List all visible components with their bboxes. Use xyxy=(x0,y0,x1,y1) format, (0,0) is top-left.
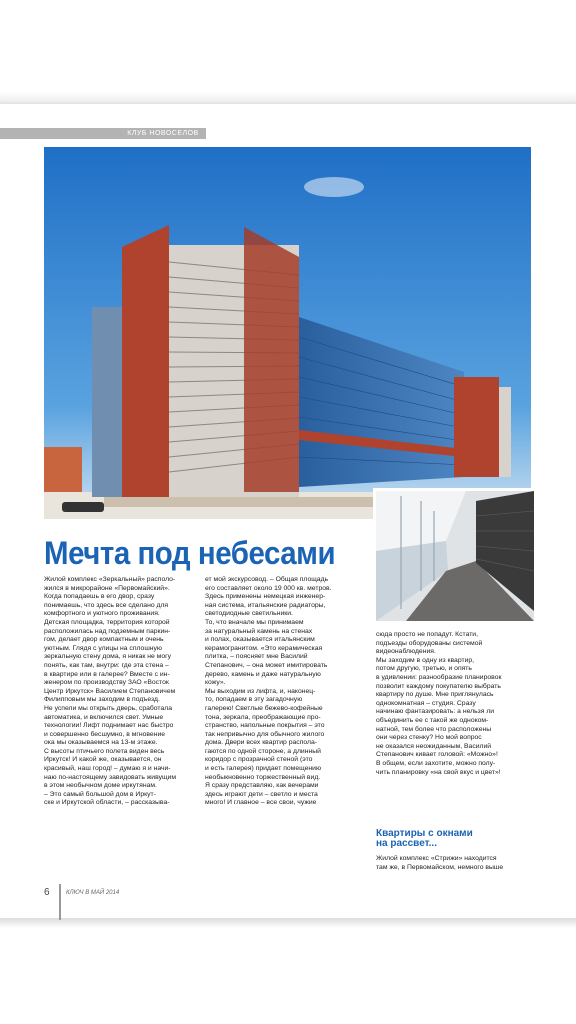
rubric-label: КЛУБ НОВОСЕЛОВ xyxy=(127,130,199,137)
column-3b-text: Жилой комплекс «Стрижи» находится там же, в Первомайском, немного выше xyxy=(376,855,504,871)
page-shadow-bottom xyxy=(0,918,576,928)
magazine-issue: КЛЮЧ В МАЙ 2014 xyxy=(66,890,120,896)
column-1-text: Жилой комплекс «Зеркальный» располо- жился в микрорайоне «Первомайский». Когда попадаешь в его двор, сразу понимаешь, что здесь все сделано для комфортного и уютного проживания. Детская площадка, территория которой расположилась над подземным паркин- гом, делает двор компактным и очень уютным. Глядя с улицы на сплошную зеркальную стену дома, я никак не могу понять, как там, внутри: где эта стена – в квартире или в галерее? Вместе с ин- женером по производству ЗАО «Восток Центр Иркутск» Василием Степановичем Филипповым мы заходим в подъезд. Не успели мы открыть дверь, сработала автоматика, и включился свет. Умные технологии! Лифт поднимает нас быстро и совершенно бесшумно, в мгновение ока мы оказываемся на 13-м этаже. С высоты птичьего полета виден весь Иркутск! И какой же, оказывается, он красивый, наш город! – думаю я и начи- наю по-настоящему завидовать живущим в этом необычном доме иркутянам. – Это самый большой дом в Иркут- ске и Иркутской области, – рассказыва- xyxy=(44,576,177,807)
article-subheading xyxy=(376,829,532,849)
article-column-3 xyxy=(376,631,532,777)
gallery-photo xyxy=(373,488,537,624)
column-3-text: сюда просто не попадут. Кстати, подъезды оборудованы системой видеонаблюдения. Мы заходим в одну из квартир, потом другую, третью, и опять в удивлении: разнообразие планировок позволит каждому покупателю выбрать квартиру по душе. Мне приглянулась однокомнатная – студия. Сразу начинаю фантазировать: а нельзя ли объединить ее с такой же одноком- натной, тем более что расположены они через стенку? Но мой вопрос не оказался неожиданным, Василий Степанович кивает головой: «Можно»! В общем, если захотите, можно полу- чить планировку «на свой вкус и цвет»! xyxy=(376,631,502,776)
page-number: 6 xyxy=(44,887,50,898)
article-column-2 xyxy=(205,576,365,808)
folio-divider xyxy=(59,884,61,920)
article-column-3-continued xyxy=(376,855,532,872)
subheading-text: Квартиры с окнами на рассвет... xyxy=(376,828,473,849)
building-photo xyxy=(44,147,531,519)
article-headline: Мечта под небесами xyxy=(44,535,336,571)
column-2-text: ет мой экскурсовод. – Общая площадь его составляет около 19 000 кв. метров. Здесь применены немецкая инженер- ная система, итальянские радиаторы, светодиодные светильники. То, что вначале мы принимаем за натуральный камень на стенах и полах, оказывается итальянским керамогранитом. «Это керамическая плитка, – поясняет мне Василий Степанович, – она может имитировать дерево, камень и даже натуральную кожу». Мы выходим из лифта, и, наконец- то, попадаем в эту загадочную галерею! Светлые бежево-кофейные тона, зеркала, преображающие про- странство, напольные покрытия – это так непривычно для обычного жилого дома. Двери всех квартир распола- гаются по одной стороне, а длинный коридор с прозрачной стеной (это и есть галерея) придает помещению необыкновенно торжественный вид. Я сразу представляю, как вечерами здесь играют дети – светло и места много! И главное – все свои, чужие xyxy=(205,576,332,807)
article-column-1 xyxy=(44,576,200,808)
